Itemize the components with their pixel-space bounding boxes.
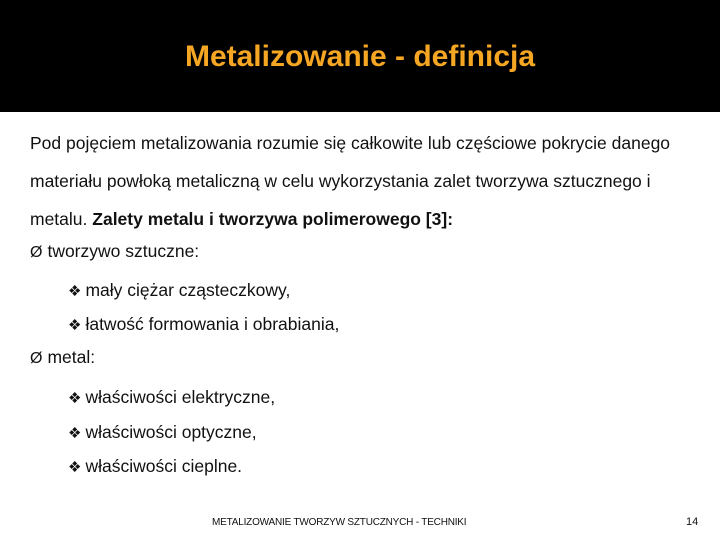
list-item-text: łatwość formowania i obrabiania, [85, 314, 340, 334]
intro-paragraph [30, 124, 700, 238]
diamond-bullet-icon: ❖ [68, 390, 82, 407]
bullet-label: tworzywo sztuczne: [47, 241, 200, 261]
bullet-group-metal [30, 346, 95, 370]
list-item-text: właściwości optyczne, [85, 422, 257, 442]
arrow-bullet-icon: Ø [30, 350, 43, 367]
arrow-bullet-icon: Ø [30, 244, 43, 261]
list-item [68, 455, 242, 479]
list-item-text: mały ciężar cząsteczkowy, [85, 280, 291, 300]
slide-footer: METALIZOWANIE TWORZYW SZTUCZNYCH - TECHNIKI [212, 517, 467, 528]
bullet-label: metal: [47, 347, 96, 367]
intro-bold-text: Zalety metalu i tworzywa polimerowego [3]: [92, 209, 454, 229]
list-item-text: właściwości elektryczne, [85, 387, 276, 407]
diamond-bullet-icon: ❖ [68, 459, 82, 476]
intro-text: Pod pojęciem metalizowania rozumie się całkowite lub częściowe pokrycie danego materiału powłoką metaliczną w celu wykorzystania zalet tworzywa sztucznego i metalu. [30, 133, 671, 229]
list-item-text: właściwości cieplne. [85, 456, 243, 476]
diamond-bullet-icon: ❖ [68, 317, 82, 334]
diamond-bullet-icon: ❖ [68, 283, 82, 300]
bullet-group-plastic [30, 240, 199, 264]
list-item [68, 313, 339, 337]
slide-title: Metalizowanie - definicja [184, 40, 536, 73]
list-item [68, 279, 290, 303]
list-item [68, 386, 275, 410]
list-item [68, 421, 257, 445]
diamond-bullet-icon: ❖ [68, 425, 82, 442]
page-number: 14 [686, 516, 699, 528]
